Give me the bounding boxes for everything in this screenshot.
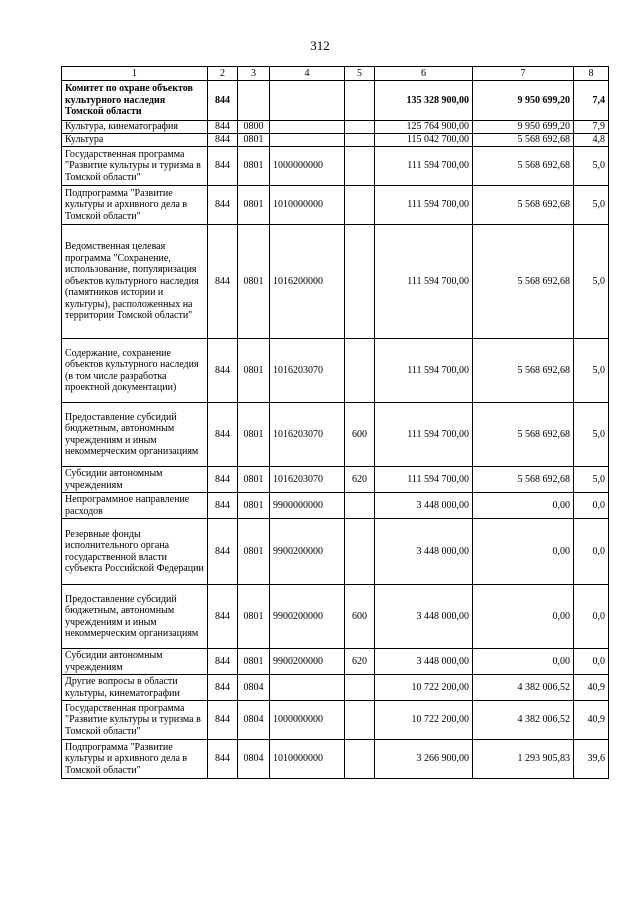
- row-name: Непрограммное направление расходов: [62, 493, 208, 519]
- execution-percent: 39,6: [574, 740, 609, 779]
- plan-amount: 10 722 200,00: [375, 675, 473, 701]
- execution-percent: 0,0: [574, 585, 609, 649]
- section-code: 0801: [238, 225, 270, 339]
- table-row: [62, 403, 609, 467]
- admin-code: 844: [208, 121, 238, 134]
- table-body: [62, 81, 609, 779]
- executed-amount: 0,00: [473, 585, 574, 649]
- column-header-6: 6: [375, 67, 473, 81]
- executed-amount: 5 568 692,68: [473, 134, 574, 147]
- admin-code: 844: [208, 134, 238, 147]
- expense-type: 600: [345, 403, 375, 467]
- section-code: 0801: [238, 519, 270, 585]
- plan-amount: 3 448 000,00: [375, 649, 473, 675]
- column-header-2: 2: [208, 67, 238, 81]
- row-name: Предоставление субсидий бюджетным, автономным учреждениям и иным некоммерческим организациям: [62, 585, 208, 649]
- column-header-7: 7: [473, 67, 574, 81]
- target-code: 1000000000: [270, 147, 345, 186]
- section-code: 0804: [238, 740, 270, 779]
- target-code: 1010000000: [270, 186, 345, 225]
- plan-amount: 111 594 700,00: [375, 467, 473, 493]
- row-name: Подпрограмма "Развитие культуры и архивного дела в Томской области": [62, 740, 208, 779]
- execution-percent: 5,0: [574, 147, 609, 186]
- execution-percent: 40,9: [574, 675, 609, 701]
- section-code: 0804: [238, 701, 270, 740]
- execution-percent: 5,0: [574, 186, 609, 225]
- expense-type: [345, 740, 375, 779]
- table-row: [62, 339, 609, 403]
- target-code: 1000000000: [270, 701, 345, 740]
- table-row: [62, 740, 609, 779]
- admin-code: 844: [208, 225, 238, 339]
- executed-amount: 1 293 905,83: [473, 740, 574, 779]
- section-code: 0801: [238, 147, 270, 186]
- target-code: 9900200000: [270, 649, 345, 675]
- executed-amount: 5 568 692,68: [473, 225, 574, 339]
- target-code: [270, 121, 345, 134]
- plan-amount: 111 594 700,00: [375, 225, 473, 339]
- table-row: [62, 121, 609, 134]
- expense-type: [345, 225, 375, 339]
- expense-type: [345, 701, 375, 740]
- target-code: 1016203070: [270, 467, 345, 493]
- target-code: [270, 675, 345, 701]
- row-name: Культура, кинематография: [62, 121, 208, 134]
- table-row: [62, 467, 609, 493]
- admin-code: 844: [208, 585, 238, 649]
- target-code: [270, 81, 345, 121]
- admin-code: 844: [208, 740, 238, 779]
- table-row: [62, 585, 609, 649]
- execution-percent: 7,4: [574, 81, 609, 121]
- expense-type: [345, 186, 375, 225]
- execution-percent: 5,0: [574, 339, 609, 403]
- admin-code: 844: [208, 186, 238, 225]
- row-name: Подпрограмма "Развитие культуры и архивного дела в Томской области": [62, 186, 208, 225]
- admin-code: 844: [208, 339, 238, 403]
- expense-type: [345, 493, 375, 519]
- section-code: [238, 81, 270, 121]
- row-name: Предоставление субсидий бюджетным, автономным учреждениям и иным некоммерческим организациям: [62, 403, 208, 467]
- table-row: [62, 701, 609, 740]
- admin-code: 844: [208, 519, 238, 585]
- table-row: [62, 147, 609, 186]
- plan-amount: 111 594 700,00: [375, 339, 473, 403]
- execution-percent: 0,0: [574, 649, 609, 675]
- execution-percent: 40,9: [574, 701, 609, 740]
- target-code: [270, 134, 345, 147]
- section-code: 0804: [238, 675, 270, 701]
- row-name: Государственная программа "Развитие культуры и туризма в Томской области": [62, 147, 208, 186]
- section-code: 0801: [238, 186, 270, 225]
- expense-type: 620: [345, 649, 375, 675]
- expense-type: 620: [345, 467, 375, 493]
- row-name: Субсидии автономным учреждениям: [62, 649, 208, 675]
- admin-code: 844: [208, 675, 238, 701]
- plan-amount: 111 594 700,00: [375, 147, 473, 186]
- row-name: Государственная программа "Развитие культуры и туризма в Томской области": [62, 701, 208, 740]
- plan-amount: 135 328 900,00: [375, 81, 473, 121]
- target-code: 1016203070: [270, 403, 345, 467]
- table-row: [62, 675, 609, 701]
- execution-percent: 5,0: [574, 467, 609, 493]
- table-row: [62, 134, 609, 147]
- row-name: Комитет по охране объектов культурного наследия Томской области: [62, 81, 208, 121]
- row-name: Содержание, сохранение объектов культурного наследия (в том числе разработка проектной документации): [62, 339, 208, 403]
- admin-code: 844: [208, 649, 238, 675]
- target-code: 9900000000: [270, 493, 345, 519]
- section-code: 0800: [238, 121, 270, 134]
- expense-type: [345, 675, 375, 701]
- table-row: [62, 225, 609, 339]
- expense-type: [345, 81, 375, 121]
- section-code: 0801: [238, 339, 270, 403]
- execution-percent: 0,0: [574, 493, 609, 519]
- section-code: 0801: [238, 134, 270, 147]
- executed-amount: 5 568 692,68: [473, 467, 574, 493]
- plan-amount: 111 594 700,00: [375, 186, 473, 225]
- column-header-4: 4: [270, 67, 345, 81]
- expense-type: [345, 339, 375, 403]
- row-name: Ведомственная целевая программа "Сохранение, использование, популяризация объектов культурного наследия (памятников истории и культуры), расположенных на территории Томской области": [62, 225, 208, 339]
- expense-type: [345, 134, 375, 147]
- executed-amount: 0,00: [473, 519, 574, 585]
- page-number: 312: [310, 38, 330, 53]
- plan-amount: 3 448 000,00: [375, 493, 473, 519]
- plan-amount: 3 266 900,00: [375, 740, 473, 779]
- expense-type: [345, 147, 375, 186]
- admin-code: 844: [208, 81, 238, 121]
- admin-code: 844: [208, 147, 238, 186]
- section-code: 0801: [238, 585, 270, 649]
- header-row: [62, 67, 609, 81]
- row-name: Субсидии автономным учреждениям: [62, 467, 208, 493]
- expense-type: [345, 121, 375, 134]
- executed-amount: 9 950 699,20: [473, 81, 574, 121]
- table-row: [62, 81, 609, 121]
- section-code: 0801: [238, 649, 270, 675]
- execution-percent: 0,0: [574, 519, 609, 585]
- target-code: 9900200000: [270, 519, 345, 585]
- execution-percent: 7,9: [574, 121, 609, 134]
- admin-code: 844: [208, 467, 238, 493]
- expense-type: 600: [345, 585, 375, 649]
- table-row: [62, 186, 609, 225]
- executed-amount: 4 382 006,52: [473, 701, 574, 740]
- admin-code: 844: [208, 403, 238, 467]
- executed-amount: 5 568 692,68: [473, 186, 574, 225]
- row-name: Другие вопросы в области культуры, кинематографии: [62, 675, 208, 701]
- column-header-8: 8: [574, 67, 609, 81]
- table-row: [62, 493, 609, 519]
- plan-amount: 115 042 700,00: [375, 134, 473, 147]
- executed-amount: 0,00: [473, 493, 574, 519]
- table-row: [62, 519, 609, 585]
- section-code: 0801: [238, 403, 270, 467]
- row-name: Резервные фонды исполнительного органа государственной власти субъекта Российской Федерации: [62, 519, 208, 585]
- plan-amount: 111 594 700,00: [375, 403, 473, 467]
- column-header-5: 5: [345, 67, 375, 81]
- plan-amount: 10 722 200,00: [375, 701, 473, 740]
- plan-amount: 125 764 900,00: [375, 121, 473, 134]
- executed-amount: 4 382 006,52: [473, 675, 574, 701]
- column-header-1: 1: [62, 67, 208, 81]
- row-name: Культура: [62, 134, 208, 147]
- execution-percent: 5,0: [574, 225, 609, 339]
- target-code: 1016203070: [270, 339, 345, 403]
- executed-amount: 9 950 699,20: [473, 121, 574, 134]
- budget-table: [61, 66, 609, 779]
- execution-percent: 5,0: [574, 403, 609, 467]
- executed-amount: 0,00: [473, 649, 574, 675]
- target-code: 1010000000: [270, 740, 345, 779]
- expense-type: [345, 519, 375, 585]
- target-code: 9900200000: [270, 585, 345, 649]
- column-header-3: 3: [238, 67, 270, 81]
- plan-amount: 3 448 000,00: [375, 585, 473, 649]
- plan-amount: 3 448 000,00: [375, 519, 473, 585]
- executed-amount: 5 568 692,68: [473, 339, 574, 403]
- admin-code: 844: [208, 493, 238, 519]
- executed-amount: 5 568 692,68: [473, 147, 574, 186]
- section-code: 0801: [238, 467, 270, 493]
- executed-amount: 5 568 692,68: [473, 403, 574, 467]
- target-code: 1016200000: [270, 225, 345, 339]
- admin-code: 844: [208, 701, 238, 740]
- table-row: [62, 649, 609, 675]
- execution-percent: 4,8: [574, 134, 609, 147]
- section-code: 0801: [238, 493, 270, 519]
